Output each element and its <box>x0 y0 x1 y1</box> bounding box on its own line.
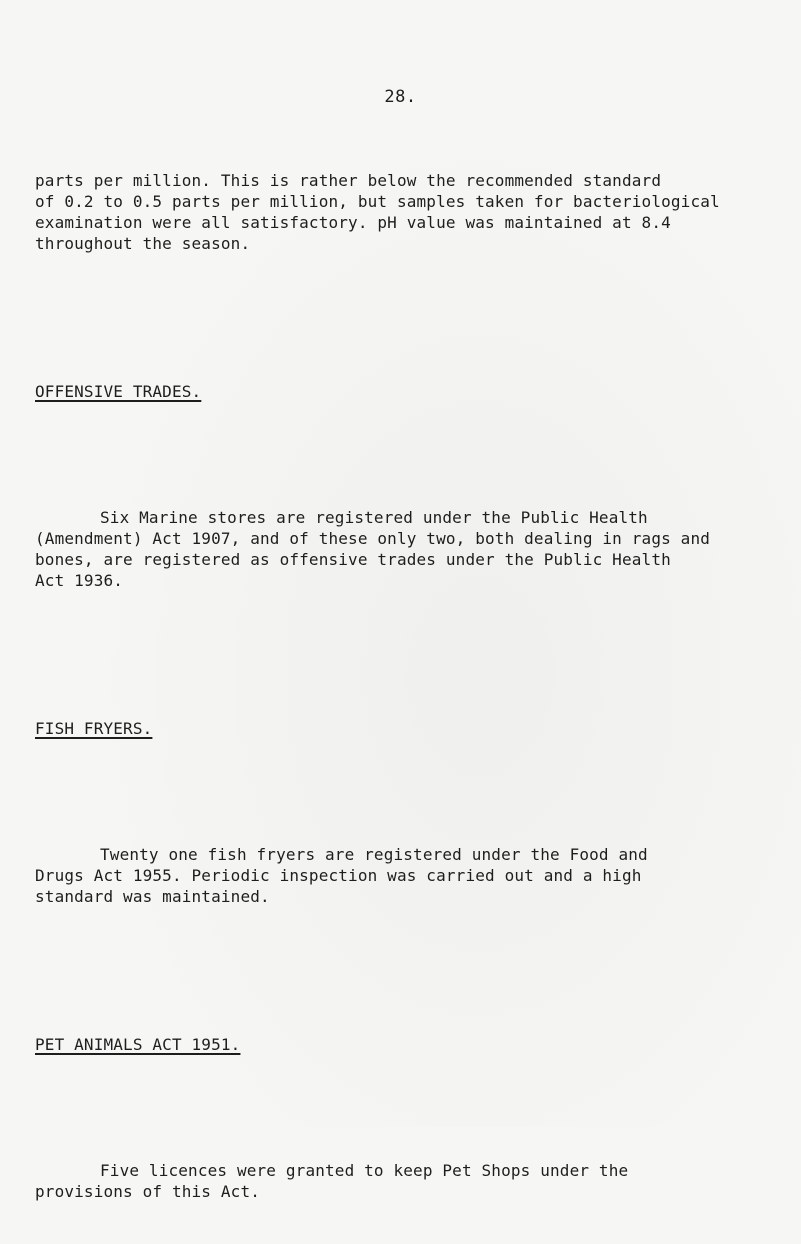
section-heading-pet-animals-act: PET ANIMALS ACT 1951. <box>35 1035 241 1054</box>
section-heading-offensive-trades: OFFENSIVE TRADES. <box>35 382 202 401</box>
page-content <box>35 128 775 1244</box>
intro-paragraph: parts per million. This is rather below the recommended standard of 0.2 to 0.5 parts per million, but samples taken for bacteriological examination were all satisfactory. pH value was maintained at 8.4 throughout the season. <box>35 171 720 253</box>
section-heading-fish-fryers: FISH FRYERS. <box>35 719 153 738</box>
page-number: 28. <box>384 87 417 107</box>
section-body-fish-fryers: Twenty one fish fryers are registered under the Food and Drugs Act 1955. Periodic inspection was carried out and a high standard was maintained. <box>35 845 648 906</box>
section-body-pet-animals-act: Five licences were granted to keep Pet Shops under the provisions of this Act. <box>35 1161 629 1201</box>
section-body-offensive-trades: Six Marine stores are registered under the Public Health (Amendment) Act 1907, and of these only two, both dealing in rags and bones, are registered as offensive trades under the Public Health Act 1936. <box>35 508 711 590</box>
